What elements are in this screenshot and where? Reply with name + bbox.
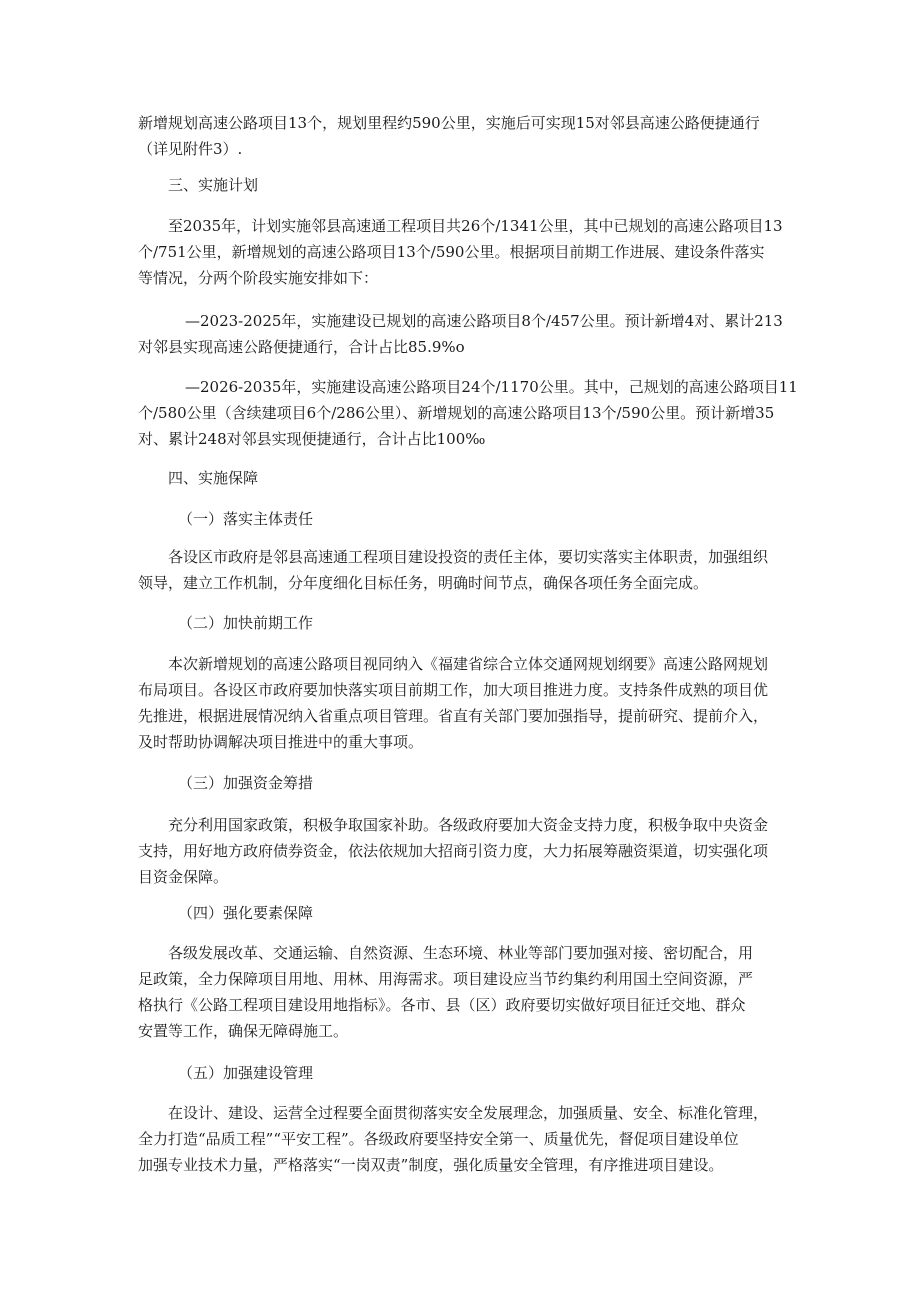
text-line: 全力打造“品质工程”“平安工程”。各级政府要坚持安全第一、质量优先，督促项目建设单位 bbox=[138, 1130, 739, 1148]
section-heading-plan: 三、实施计划 bbox=[168, 176, 259, 194]
text-line: 目资金保障。 bbox=[138, 868, 229, 886]
guarantee5-paragraph bbox=[138, 1100, 788, 1178]
text-line: 布局项目。各设区市政府要加快落实项目前期工作，加大项目推进力度。支持条件成熟的项目优 bbox=[138, 681, 769, 699]
stage1-paragraph bbox=[138, 308, 788, 360]
subheading-4: （四）强化要素保障 bbox=[178, 904, 314, 922]
guarantee3-paragraph bbox=[138, 812, 788, 890]
text-line: 在设计、建设、运营全过程要全面贯彻落实安全发展理念，加强质量、安全、标准化管理， bbox=[168, 1104, 769, 1122]
guarantee4-paragraph bbox=[138, 940, 788, 1044]
subheading-2: （二）加快前期工作 bbox=[178, 614, 314, 632]
plan-paragraph bbox=[138, 213, 788, 291]
text-line: 各设区市政府是邻县高速通工程项目建设投资的责任主体，要切实落实主体职责，加强组织 bbox=[168, 548, 769, 566]
section-heading-guarantee: 四、实施保障 bbox=[168, 469, 259, 487]
guarantee1-paragraph bbox=[138, 544, 788, 596]
text-line: 等情况，分两个阶段实施安排如下： bbox=[138, 269, 379, 287]
text-line: 新增规划高速公路项目13个，规划里程约590公里，实施后可实现15对邻县高速公路便捷通行 bbox=[138, 114, 760, 132]
text-line: 对、累计248对邻县实现便捷通行，合计占比100‰ bbox=[138, 430, 486, 448]
text-line: 格执行《公路工程项目建设用地指标》。各市、县（区）政府要切实做好项目征迁交地、群众 bbox=[138, 996, 746, 1014]
text-line: 加强专业技术力量，严格落实“一岗双责”制度，强化质量安全管理，有序推进项目建设。 bbox=[138, 1156, 724, 1174]
text-line: 个/751公里，新增规划的高速公路项目13个/590公里。根据项目前期工作进展、建设条件落实 bbox=[138, 243, 765, 261]
text-line: 支持，用好地方政府债券资金，依法依规加大招商引资力度，大力拓展筹融资渠道，切实强化项 bbox=[138, 842, 769, 860]
subheading-5: （五）加强建设管理 bbox=[178, 1064, 314, 1082]
text-line: 安置等工作，确保无障碍施工。 bbox=[138, 1022, 349, 1040]
text-line: 及时帮助协调解决项目推进中的重大事项。 bbox=[138, 733, 424, 751]
intro-paragraph bbox=[138, 110, 788, 162]
text-line: 各级发展改革、交通运输、自然资源、生态环境、林业等部门要加强对接、密切配合，用 bbox=[168, 944, 754, 962]
subheading-1: （一）落实主体责任 bbox=[178, 510, 314, 528]
text-line: 个/580公里（含续建项目6个/286公里）、新增规划的高速公路项目13个/590公里。预计新增35 bbox=[138, 404, 775, 422]
text-line: 本次新增规划的高速公路项目视同纳入《福建省综合立体交通网规划纲要》高速公路网规划 bbox=[168, 655, 769, 673]
text-line: —2026-2035年，实施建设高速公路项目24个/1170公里。其中，己规划的高速公路项目11 bbox=[185, 378, 798, 396]
stage2-paragraph bbox=[138, 374, 798, 452]
text-line: 对邻县实现高速公路便捷通行，合计占比85.9%o bbox=[138, 338, 465, 356]
text-line: 先推进，根据进展情况纳入省重点项目管理。省直有关部门要加强指导，提前研究、提前介入， bbox=[138, 707, 769, 725]
guarantee2-paragraph bbox=[138, 651, 788, 755]
text-line: 足政策，全力保障项目用地、用林、用海需求。项目建设应当节约集约利用国土空间资源，严 bbox=[138, 970, 754, 988]
text-line: 充分利用国家政策，积极争取国家补助。各级政府要加大资金支持力度，积极争取中央资金 bbox=[168, 816, 769, 834]
text-line: —2023-2025年，实施建设已规划的高速公路项目8个/457公里。预计新增4对、累计213 bbox=[185, 312, 783, 330]
text-line: （详见附件3）. bbox=[138, 140, 243, 158]
text-line: 领导，建立工作机制，分年度细化目标任务，明确时间节点，确保各项任务全面完成。 bbox=[138, 574, 709, 592]
text-line: 至2035年，计划实施邻县高速通工程项目共26个/1341公里，其中已规划的高速公路项目13 bbox=[168, 217, 783, 235]
subheading-3: （三）加强资金筹措 bbox=[178, 774, 314, 792]
